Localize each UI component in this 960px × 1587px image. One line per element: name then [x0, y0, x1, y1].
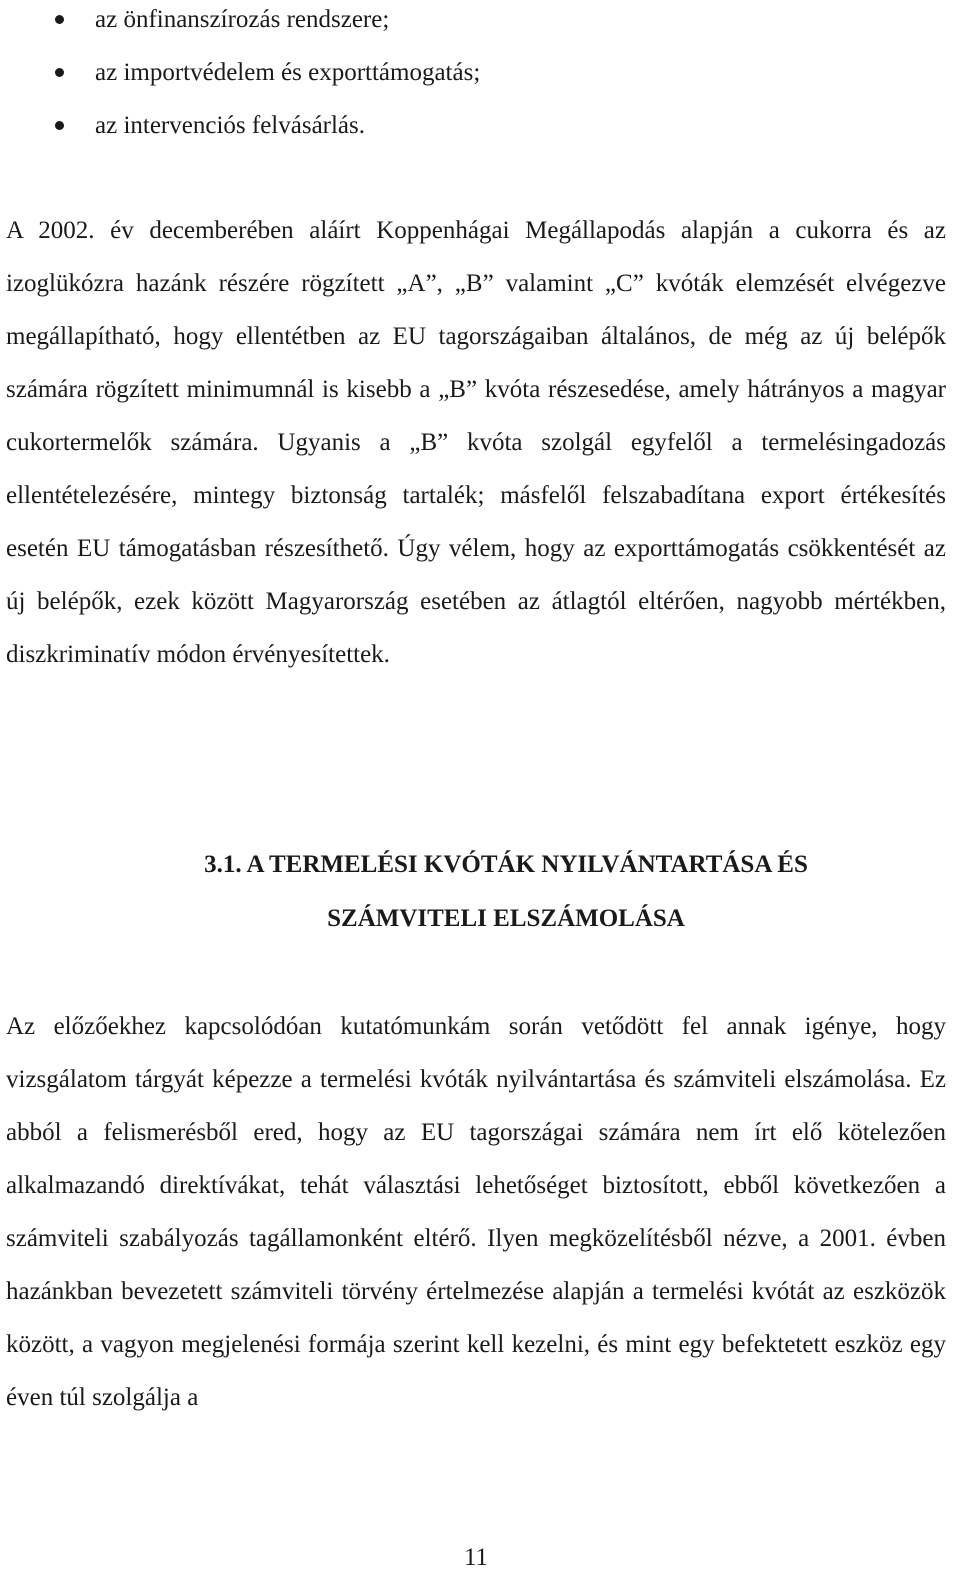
bullet-icon [55, 68, 64, 77]
body-paragraph: A 2002. év decemberében aláírt Koppenhágai Megállapodás alapján a cukorra és az izoglükózra hazánk részére rögzített „A”, „B” valamint „C” kvóták elemzését elvégezve megállapítható, hogy ellentétben az EU tagországaiban általános, de még az új belépők számára rögzített minimumnál is kisebb a „B” kvóta részesedése, amely hátrányos a magyar cukortermelők számára. Ugyanis a „B” kvóta szolgál egyfelől a termelésingadozás ellentételezésére, mintegy biztonság tartalék; másfelől felszabadítana export értékesítés esetén EU támogatásban részesíthető. Úgy vélem, hogy az exporttámogatás csökkentését az új belépők, ezek között Magyarország esetében az átlagtól eltérően, nagyobb mértékben, diszkriminatív módon érvényesítettek. [6, 217, 946, 668]
bullet-text: az önfinanszírozás rendszere; [95, 6, 390, 33]
section-heading-line: SZÁMVITELI ELSZÁMOLÁSA [327, 905, 685, 932]
body-paragraph: Az előzőekhez kapcsolódóan kutatómunkám során vetődött fel annak igénye, hogy vizsgálatom tárgyát képezze a termelési kvóták nyilvántartása és számviteli elszámolása. Ez abból a felismerésből ered, hogy az EU tagországai számára nem írt elő kötelezően alkalmazandó direktívákat, tehát választási lehetőséget biztosított, ebből következően a számviteli szabályozás tagállamonként eltérő. Ilyen megközelítésből nézve, a 2001. évben hazánkban bevezetett számviteli törvény értelmezése alapján a termelési kvótát az eszközök között, a vagyon megjelenési formája szerint kell kezelni, és mint egy befektetett eszköz egy éven túl szolgálja a [6, 1013, 946, 1411]
bullet-item [6, 0, 946, 53]
bullet-icon [55, 121, 64, 130]
bullet-list [6, 0, 946, 159]
section-heading-line: 3.1. A TERMELÉSI KVÓTÁK NYILVÁNTARTÁSA ÉS [204, 851, 808, 878]
bullet-icon [55, 15, 64, 24]
page-number: 11 [463, 1544, 489, 1571]
section-heading [6, 838, 946, 946]
bullet-text: az intervenciós felvásárlás. [95, 112, 366, 139]
bullet-text: az importvédelem és exporttámogatás; [95, 59, 481, 86]
bullet-item [6, 53, 946, 106]
bullet-item [6, 106, 946, 159]
